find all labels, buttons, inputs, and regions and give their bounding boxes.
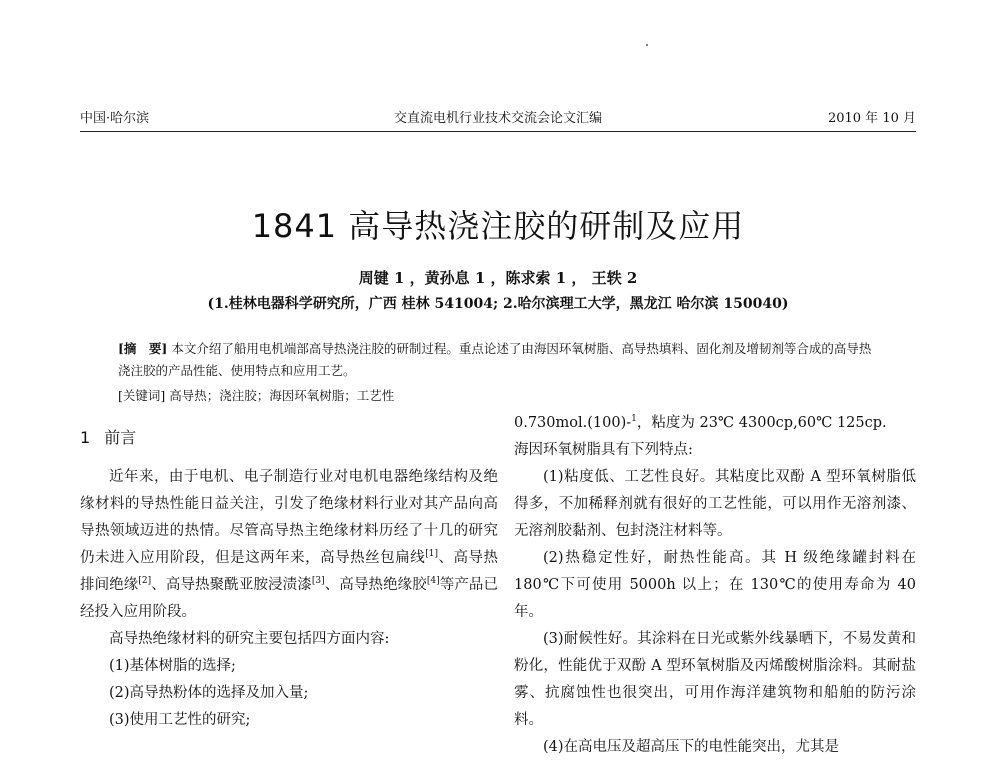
- abstract-text: 本文介绍了船用电机端部高导热浇注胶的研制过程。重点论述了由海因环氧树脂、高导热填料、固化剂及增韧剂等合成的高导热浇注胶的产品性能、使用特点和应用工艺。: [118, 341, 872, 378]
- section-heading: [80, 427, 136, 449]
- resin-spec-text: ，粘度为 23℃ 4300cp,60℃ 125cp.: [636, 415, 887, 431]
- intro-text-part: 、高导热排间绝缘: [80, 550, 499, 593]
- resin-spec-text: 0.730mol.(100)-: [514, 415, 632, 431]
- header-rule: [80, 131, 916, 132]
- paper-title: 1841 高导热浇注胶的研制及应用: [251, 207, 745, 245]
- resin-spec-line: [514, 410, 916, 437]
- section-number: 1: [80, 428, 91, 447]
- intro-text-part: 、高导热聚酰亚胺浸渍漆: [151, 577, 312, 593]
- abstract: [118, 338, 878, 382]
- right-column-top: [514, 410, 916, 464]
- running-header: [80, 108, 916, 130]
- header-proceedings-title: 交直流电机行业技术交流会论文汇编: [393, 111, 602, 126]
- header-location: 中国·哈尔滨: [80, 111, 150, 126]
- author-list: 周键 1 ，黄孙息 1 ，陈求索 1 ， 王轶 2: [358, 269, 638, 287]
- research-item-3: (3)使用工艺性的研究;: [109, 712, 251, 728]
- keywords-label: [关键词]: [118, 388, 166, 403]
- intro-text-part: 等产品已经投入应用阶段。: [80, 577, 499, 620]
- resin-spec-sup: 1: [631, 414, 637, 425]
- left-column: [80, 464, 498, 734]
- abstract-label: [摘 要]: [118, 341, 168, 356]
- right-column: [514, 464, 916, 761]
- research-scope-paragraph: 高导热绝缘材料的研究主要包括四方面内容:: [109, 631, 390, 647]
- resin-features-intro: 海因环氧树脂具有下列特点:: [514, 442, 693, 458]
- research-item-1: (1)基体树脂的选择;: [109, 658, 236, 674]
- intro-text-part: 近年来，由于电机、电子制造行业对电机电器绝缘结构及绝缘材料的导热性能日益关注，引发了绝缘材料行业对其产品向高导热领域迈进的热情。尽管高导热主绝缘材料历经了十几的研究仍未进入应用阶段，但是这两年来，高导热丝包扁线: [80, 469, 498, 566]
- intro-text-part: 、高导热绝缘胶: [324, 577, 427, 593]
- keywords-text: 高导热；浇注胶；海因环氧树脂；工艺性: [169, 388, 395, 403]
- author-affiliations: (1.桂林电器科学研究所，广西 桂林 541004; 2.哈尔滨理工大学，黑龙江 哈尔滨 150040): [207, 296, 789, 312]
- scan-speck: [646, 44, 648, 46]
- research-item-2: (2)高导热粉体的选择及加入量;: [109, 685, 309, 701]
- reference-3: [3]: [311, 576, 325, 587]
- feature-paragraph-1: (1)粘度低、工艺性良好。其粘度比双酚 A 型环氧树脂低得多，不加稀释剂就有很好的工艺性能，可以用作无溶剂漆、无溶剂胶黏剂、包封浇注材料等。: [514, 469, 916, 539]
- feature-paragraph-4: (4)在高电压及超高压下的电性能突出，尤其是: [543, 739, 840, 755]
- intro-paragraph: [80, 464, 498, 626]
- reference-1: [1]: [425, 549, 438, 560]
- keywords: [118, 385, 878, 407]
- reference-4: [4]: [426, 576, 440, 587]
- header-date: 2010 年 10 月: [827, 111, 916, 126]
- feature-paragraph-3: (3)耐候性好。其涂料在日光或紫外线暴晒下，不易发黄和粉化，性能优于双酚 A 型环氧树脂及丙烯酸树脂涂料。其耐盐雾、抗腐蚀性也很突出，可用作海洋建筑物和船舶的防污涂料。: [514, 631, 916, 728]
- feature-paragraph-2: (2)热稳定性好，耐热性能高。其 H 级绝缘罐封料在 180℃下可使用 5000h 以上；在 130℃的使用寿命为 40 年。: [514, 550, 916, 620]
- reference-2: [2]: [138, 576, 152, 587]
- section-title: 前言: [104, 428, 137, 447]
